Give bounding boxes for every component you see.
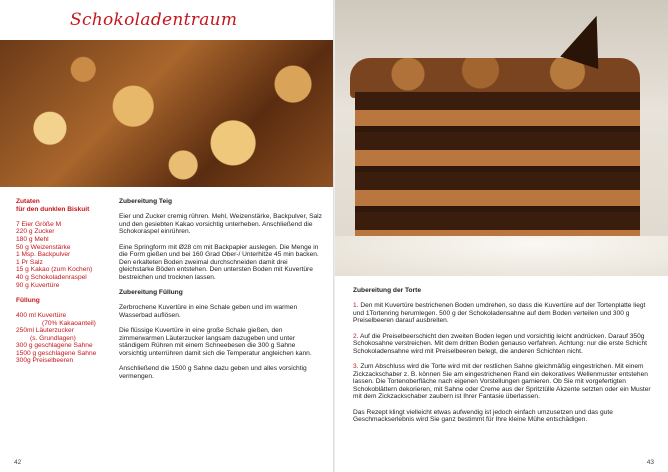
cake-plate — [335, 236, 668, 276]
cake-slice-photo — [335, 0, 668, 276]
fuellung-paragraph: Zerbrochene Kuvertüre in eine Schale geben und im warmen Wasserbad auflösen. — [119, 304, 298, 319]
left-page — [0, 0, 333, 472]
page-number-left: 42 — [14, 459, 22, 466]
step-text: Auf die Preiselbeerschicht den zweiten Boden legen und vorsichtig leicht andrücken. Darauf 350g Schokosahne verstreichen. Mit dem dritten Boden genauso verfahren. Achtung: nur die erste Schicht Schokoladensahne wird mit Preiselbeeren belegt, die anderen Schichten nicht. — [353, 332, 647, 355]
list-item: 250ml Läuterzucker — [16, 327, 74, 335]
closing-paragraph: Das Rezept klingt vielleicht etwas aufwendig ist jedoch einfach umzusetzen und das gute Geschmackserlebnis wird Sie ganz bestimmt für Ihre kleine Mühe entschädigen. — [353, 408, 613, 424]
step-1 — [353, 302, 658, 325]
teig-paragraph: Eine Springform mit Ø28 cm mit Backpapier auslegen. Die Menge in die Form gießen und bei 160 Grad Ober-/ Unterhitze 45 min backen. Den erkalteten Boden zweimal durchschneiden damit drei gleichstarke Böden entstehen. Den untersten Boden mit Kuvertüre bestreichen und trocknen lassen. — [119, 243, 319, 281]
list-item: 220 g Zucker — [16, 228, 55, 236]
recipe-title: Schokoladentraum — [70, 10, 238, 30]
list-item: 40 g Schokoladenraspel — [16, 273, 87, 281]
cake-top-photo — [0, 40, 333, 187]
teig-heading: Zubereitung Teig — [119, 198, 172, 205]
right-page — [335, 0, 668, 472]
preparation-column — [119, 198, 324, 388]
fuellung-paragraph: Die flüssige Kuvertüre in eine große Schale gießen, den zimmerwarmen Läuterzucker langsam dazugeben und unter ständigem Rühren mit einem Schneebesen die 300 g Sahne vorsichtig unterrühren damit sich die Temperatur angleichen kann. — [119, 327, 312, 357]
list-item: 1500 g geschlagene Sahne — [16, 349, 97, 357]
cake-layers — [355, 92, 640, 242]
step-number: 1. — [353, 302, 359, 310]
list-item: 300g Preiselbeeren — [16, 357, 74, 365]
list-item: 7 Eier Größe M — [16, 220, 62, 228]
step-3 — [353, 363, 658, 401]
list-item: 300 g geschlagene Sahne — [16, 342, 93, 350]
page-number-right: 43 — [646, 459, 654, 466]
list-item: 180 g Mehl — [16, 235, 49, 243]
list-item: 15 g Kakao (zum Kochen) — [16, 266, 93, 274]
step-number: 2. — [353, 332, 359, 340]
list-item: (s. Grundlagen) — [30, 334, 76, 342]
list-item: (70% Kakaoanteil) — [42, 319, 96, 327]
fuellung-heading: Füllung — [16, 296, 40, 304]
teig-paragraph: Eier und Zucker cremig rühren. Mehl, Weizenstärke, Backpulver, Salz und den gesiebten Kakao vorsichtig unterheben. Anschließend die Schokoraspel einrühren. — [119, 213, 322, 236]
list-item: 90 g Kuvertüre — [16, 281, 60, 289]
step-2 — [353, 333, 658, 356]
fuellung-list — [16, 312, 116, 365]
list-item: 400 ml Kuvertüre — [16, 311, 67, 319]
list-item: 50 g Weizenstärke — [16, 243, 71, 251]
torte-section — [353, 287, 658, 431]
torte-heading: Zubereitung der Torte — [353, 287, 422, 294]
step-text: Zum Abschluss wird die Torte wird mit der restlichen Sahne gleichmäßig eingestrichen. Mit einem Zickzackschaber z. B. können Sie am eingestrichenen Rand ein dekoratives Wellenmuster entstehen lassen. Die Tortenoberfläche nach eigenen Vorstellungen garnieren. Ob Sie mit vorgefertigten Schokoblättern dekorieren, mit Sahne oder Creme aus der Spritztülle Akzente setzten oder ein Muster mit dem Zickzackschaber zaubern ist Ihrer Fantasie überlassen. — [353, 362, 651, 401]
step-text: Den mit Kuvertüre bestrichenen Boden umdrehen, so dass die Kuvertüre auf der Tortenplatte liegt und 1Tortenring herumlegen. 500 g der Schokoladensahne auf dem Boden verteilen und 300 g Preiselbeeren darauf ausbreiten. — [353, 302, 646, 325]
fuellung-zubereitung-heading: Zubereitung Füllung — [119, 289, 183, 297]
list-item: 1 Pr Salz — [16, 258, 43, 266]
ingredients-subheading: für den dunklen Biskuit — [16, 205, 90, 213]
fuellung-paragraph: Anschließend die 1500 g Sahne dazu geben und alles vorsichtig vermengen. — [119, 365, 307, 380]
list-item: 1 Msp. Backpulver — [16, 251, 71, 259]
ingredients-column — [16, 198, 116, 365]
biskuit-list — [16, 221, 116, 289]
step-number: 3. — [353, 362, 359, 370]
ingredients-heading: Zutaten — [16, 198, 40, 205]
